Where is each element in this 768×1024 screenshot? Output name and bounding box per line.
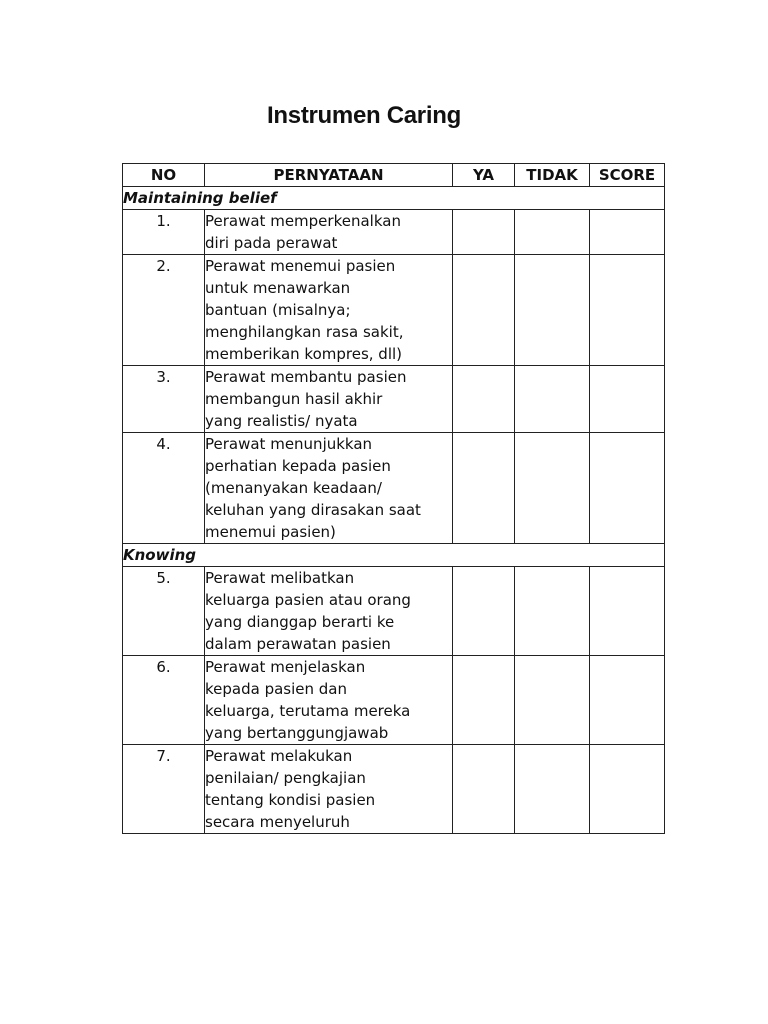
no-answer-cell[interactable] — [515, 656, 590, 745]
item-statement: Perawat menunjukkan perhatian kepada pasien (menanyakan keadaan/ keluhan yang dirasakan saat menemui pasien) — [205, 433, 453, 544]
table-row — [123, 567, 665, 656]
table-row — [123, 255, 665, 366]
item-number: 3. — [123, 366, 205, 433]
no-answer-cell[interactable] — [515, 745, 590, 834]
header-statement: PERNYATAAN — [205, 164, 453, 187]
caring-instrument-table — [122, 163, 665, 834]
item-statement: Perawat membantu pasien membangun hasil akhir yang realistis/ nyata — [205, 366, 453, 433]
header-yes: YA — [453, 164, 515, 187]
section-row-knowing — [123, 544, 665, 567]
header-no-answer: TIDAK — [515, 164, 590, 187]
item-statement: Perawat memperkenalkan diri pada perawat — [205, 210, 453, 255]
score-cell[interactable] — [590, 433, 665, 544]
section-row-maintaining-belief — [123, 187, 665, 210]
document-title: Instrumen Caring — [267, 102, 461, 129]
score-cell[interactable] — [590, 255, 665, 366]
no-answer-cell[interactable] — [515, 433, 590, 544]
no-answer-cell[interactable] — [515, 255, 590, 366]
no-answer-cell[interactable] — [515, 210, 590, 255]
score-cell[interactable] — [590, 567, 665, 656]
table-row — [123, 433, 665, 544]
header-no: NO — [123, 164, 205, 187]
yes-cell[interactable] — [453, 210, 515, 255]
section-label: Maintaining belief — [123, 187, 665, 210]
table-row — [123, 366, 665, 433]
item-statement: Perawat melibatkan keluarga pasien atau orang yang dianggap berarti ke dalam perawatan pasien — [205, 567, 453, 656]
header-score: SCORE — [590, 164, 665, 187]
table-row — [123, 210, 665, 255]
yes-cell[interactable] — [453, 433, 515, 544]
item-number: 5. — [123, 567, 205, 656]
score-cell[interactable] — [590, 745, 665, 834]
yes-cell[interactable] — [453, 745, 515, 834]
yes-cell[interactable] — [453, 366, 515, 433]
yes-cell[interactable] — [453, 255, 515, 366]
no-answer-cell[interactable] — [515, 366, 590, 433]
item-statement: Perawat menjelaskan kepada pasien dan keluarga, terutama mereka yang bertanggungjawab — [205, 656, 453, 745]
item-statement: Perawat menemui pasien untuk menawarkan bantuan (misalnya; menghilangkan rasa sakit, memberikan kompres, dll) — [205, 255, 453, 366]
table-row — [123, 656, 665, 745]
table-row — [123, 745, 665, 834]
item-number: 2. — [123, 255, 205, 366]
yes-cell[interactable] — [453, 656, 515, 745]
score-cell[interactable] — [590, 366, 665, 433]
item-number: 7. — [123, 745, 205, 834]
item-statement: Perawat melakukan penilaian/ pengkajian tentang kondisi pasien secara menyeluruh — [205, 745, 453, 834]
item-number: 6. — [123, 656, 205, 745]
score-cell[interactable] — [590, 656, 665, 745]
table-header-row — [123, 164, 665, 187]
item-number: 4. — [123, 433, 205, 544]
no-answer-cell[interactable] — [515, 567, 590, 656]
section-label: Knowing — [123, 544, 665, 567]
yes-cell[interactable] — [453, 567, 515, 656]
item-number: 1. — [123, 210, 205, 255]
score-cell[interactable] — [590, 210, 665, 255]
